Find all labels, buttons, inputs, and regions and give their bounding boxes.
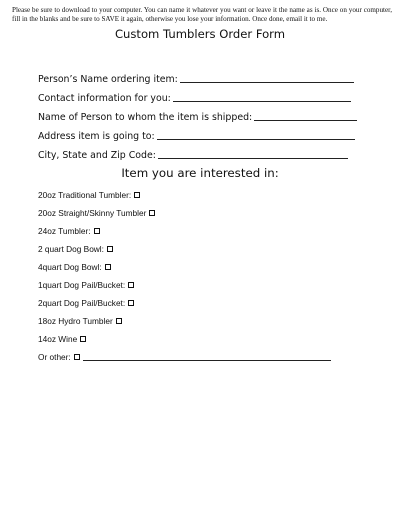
checkbox[interactable] — [94, 228, 100, 234]
checkbox[interactable] — [128, 282, 134, 288]
city-state-zip-blank[interactable] — [158, 158, 348, 159]
address-field[interactable] — [38, 128, 358, 142]
item-label: 2quart Dog Pail/Bucket: — [38, 298, 126, 308]
other-blank[interactable] — [83, 360, 331, 361]
item-label: 18oz Hydro Tumbler — [38, 316, 113, 326]
person-name-blank[interactable] — [180, 82, 354, 83]
item-label: 24oz Tumbler: — [38, 226, 91, 236]
contact-info-field[interactable] — [38, 90, 358, 104]
item-label: 2 quart Dog Bowl: — [38, 244, 104, 254]
checkbox[interactable] — [74, 354, 80, 360]
contact-info-label: Contact information for you: — [38, 93, 171, 104]
item-row-other — [38, 351, 331, 363]
form-title: Custom Tumblers Order Form — [114, 27, 286, 41]
item-row — [38, 243, 113, 255]
ship-to-name-field[interactable] — [38, 109, 358, 123]
city-state-zip-label: City, State and Zip Code: — [38, 150, 156, 161]
checkbox[interactable] — [80, 336, 86, 342]
item-label: Or other: — [38, 352, 71, 362]
person-name-field[interactable] — [38, 71, 358, 85]
city-state-zip-field[interactable] — [38, 147, 358, 161]
items-heading: Item you are interested in: — [121, 166, 279, 180]
checkbox[interactable] — [107, 246, 113, 252]
item-label: 1quart Dog Pail/Bucket: — [38, 280, 126, 290]
item-label: 20oz Traditional Tumbler: — [38, 190, 132, 200]
address-label: Address item is going to: — [38, 131, 155, 142]
item-row — [38, 207, 155, 219]
item-row — [38, 333, 86, 345]
item-row — [38, 315, 122, 327]
item-row — [38, 189, 140, 201]
instructions-text: Please be sure to download to your computer. You can name it whatever you want or leave it the name as is. Once on your computer, fill in the blanks and be sure to SAVE it again, otherwise you lose your information. Once done, email it to me. — [12, 6, 392, 24]
address-blank[interactable] — [157, 139, 355, 140]
item-label: 20oz Straight/Skinny Tumbler — [38, 208, 147, 218]
contact-info-blank[interactable] — [173, 101, 351, 102]
item-label: 4quart Dog Bowl: — [38, 262, 102, 272]
checkbox[interactable] — [134, 192, 140, 198]
person-name-label: Person’s Name ordering item: — [38, 74, 178, 85]
checkbox[interactable] — [116, 318, 122, 324]
checkbox[interactable] — [128, 300, 134, 306]
ship-to-name-blank[interactable] — [254, 120, 357, 121]
item-label: 14oz Wine — [38, 334, 78, 344]
checkbox[interactable] — [105, 264, 111, 270]
item-row — [38, 225, 100, 237]
ship-to-name-label: Name of Person to whom the item is shipped: — [38, 112, 253, 123]
item-row — [38, 261, 111, 273]
checkbox[interactable] — [149, 210, 155, 216]
item-row — [38, 279, 134, 291]
item-row — [38, 297, 134, 309]
